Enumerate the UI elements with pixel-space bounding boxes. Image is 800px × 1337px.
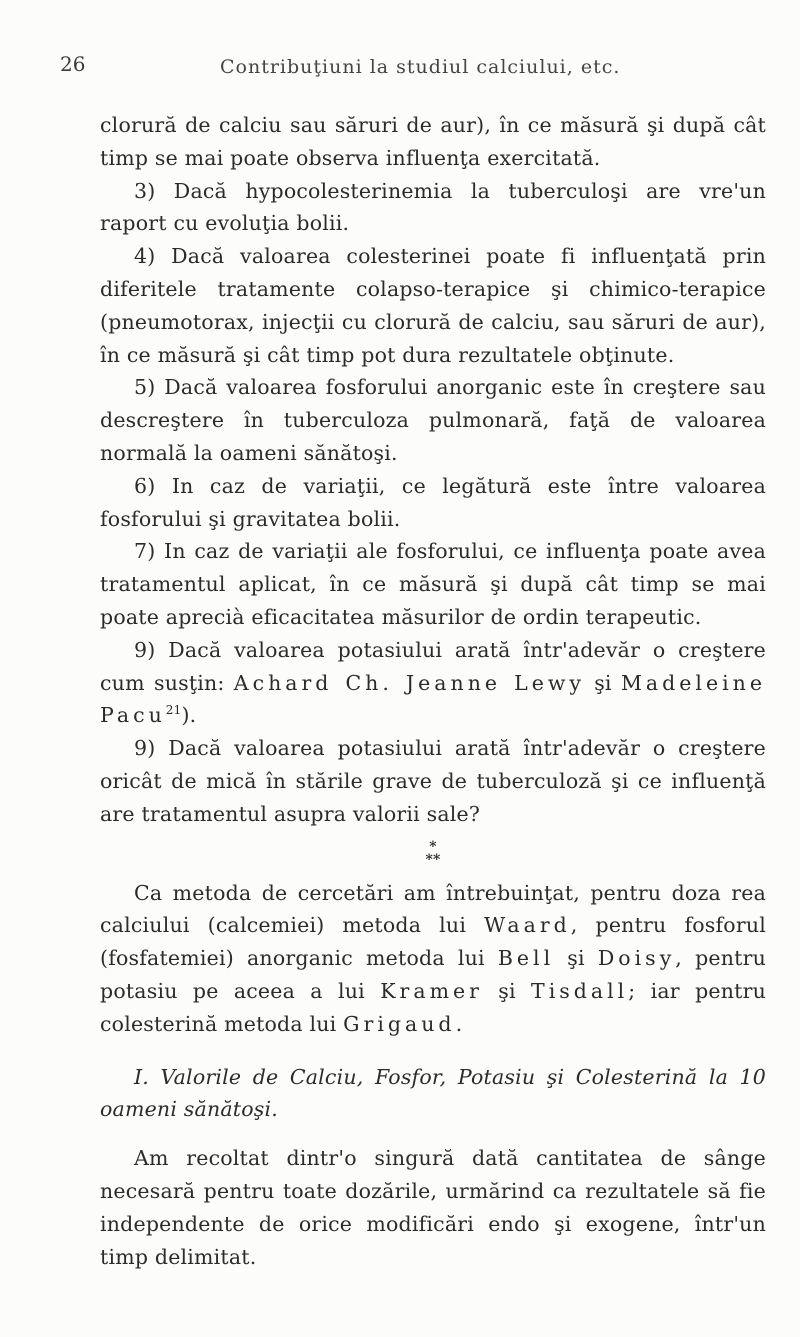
- methods-text-5: şi: [482, 978, 532, 1003]
- methods-text-6: ; iar pentru colesterină metoda lui: [100, 978, 766, 1036]
- section-divider: [100, 838, 766, 868]
- name-waard: Waard: [484, 913, 571, 938]
- question-3: 3) Dacă hypocolesterinemia la tuberculoşi are vre'un raport cu evoluţia bolii.: [100, 178, 766, 236]
- final-paragraph: Am recoltat dintr'o singură dată cantitatea de sânge necesară pentru toate dozările, urmărind ca rezultatele să fie independente de orice modificări endo şi exogene, într'un timp delimitat.: [100, 1146, 766, 1269]
- question-5: 5) Dacă valoarea fosforului anorganic este în creştere sau descreştere în tuberculoza pulmonară, faţă de valoarea normală la oameni sănătoşi.: [100, 375, 766, 465]
- author-names: Achard Ch. Jeanne Lewy: [233, 670, 585, 695]
- section-heading: I. Valorile de Calciu, Fosfor, Potasiu şi Colesterină la 10 oameni sănătoşi.: [100, 1064, 766, 1122]
- conjunction: şi: [584, 670, 621, 695]
- question-8-text: 9) Dacă valoarea potasiului arată într'adevăr o creştere cum susţin:: [100, 637, 766, 695]
- question-4: 4) Dacă valoarea colesterinei poate fi influenţată prin diferitele tratamente colapso-terapice şi chimico-terapice (pneumotorax, injecţii cu clorură de calciu, sau săruri de aur), în ce măsură şi cât timp pot dura rezultatele obţinute.: [100, 244, 766, 367]
- question-8: [100, 634, 766, 732]
- question-7: 7) In caz de variaţii ale fosforului, ce influenţa poate avea tratamentul aplicat, în ce măsură şi după cât timp se mai poate aprecià eficacitatea măsurilor de ordin terapeutic.: [100, 539, 766, 629]
- methods-text-1: Ca metoda de cercetări am întrebuinţat, pentru doza rea calciului (calcemiei) metoda lui: [100, 880, 766, 938]
- asterisk-bottom: **: [425, 851, 441, 868]
- body-text: [100, 109, 766, 1273]
- methods-paragraph: [100, 877, 766, 1041]
- footnote-ref: 21: [165, 703, 182, 718]
- name-kramer: Kramer: [380, 978, 483, 1003]
- methods-text-3: şi: [554, 946, 598, 971]
- running-head: Contribuţiuni la studiul calciului, etc.: [220, 56, 621, 78]
- page-header: [0, 50, 800, 82]
- question-6: 6) In caz de variaţii, ce legătură este între valoarea fosforului şi gravitatea bolii.: [100, 473, 766, 531]
- name-doisy: Doisy: [597, 946, 676, 971]
- name-grigaud: Grigaud: [343, 1011, 456, 1036]
- author-name: Madeleine Pacu: [100, 670, 766, 728]
- methods-text-7: .: [455, 1011, 463, 1036]
- asterisk-top: *: [429, 838, 437, 855]
- paragraph-continuation: clorură de calciu sau săruri de aur), în ce măsură şi după cât timp se mai poate observa influenţa exercitată.: [100, 113, 766, 170]
- name-bell: Bell: [497, 946, 555, 971]
- name-tisdall: Tisdall: [531, 978, 629, 1003]
- methods-text-4: , pentru potasiu pe aceea a lui: [100, 946, 766, 1003]
- question-8-end: ).: [181, 703, 197, 728]
- methods-text-2: , pentru fosforul (fosfatemiei) anorganic metoda lui: [100, 913, 766, 971]
- page-number: 26: [60, 52, 86, 76]
- question-9: 9) Dacă valoarea potasiului arată într'adevăr o creştere oricât de mică în stările grave de tuberculoză şi ce influenţă are tratamentul asupra valorii sale?: [100, 736, 766, 826]
